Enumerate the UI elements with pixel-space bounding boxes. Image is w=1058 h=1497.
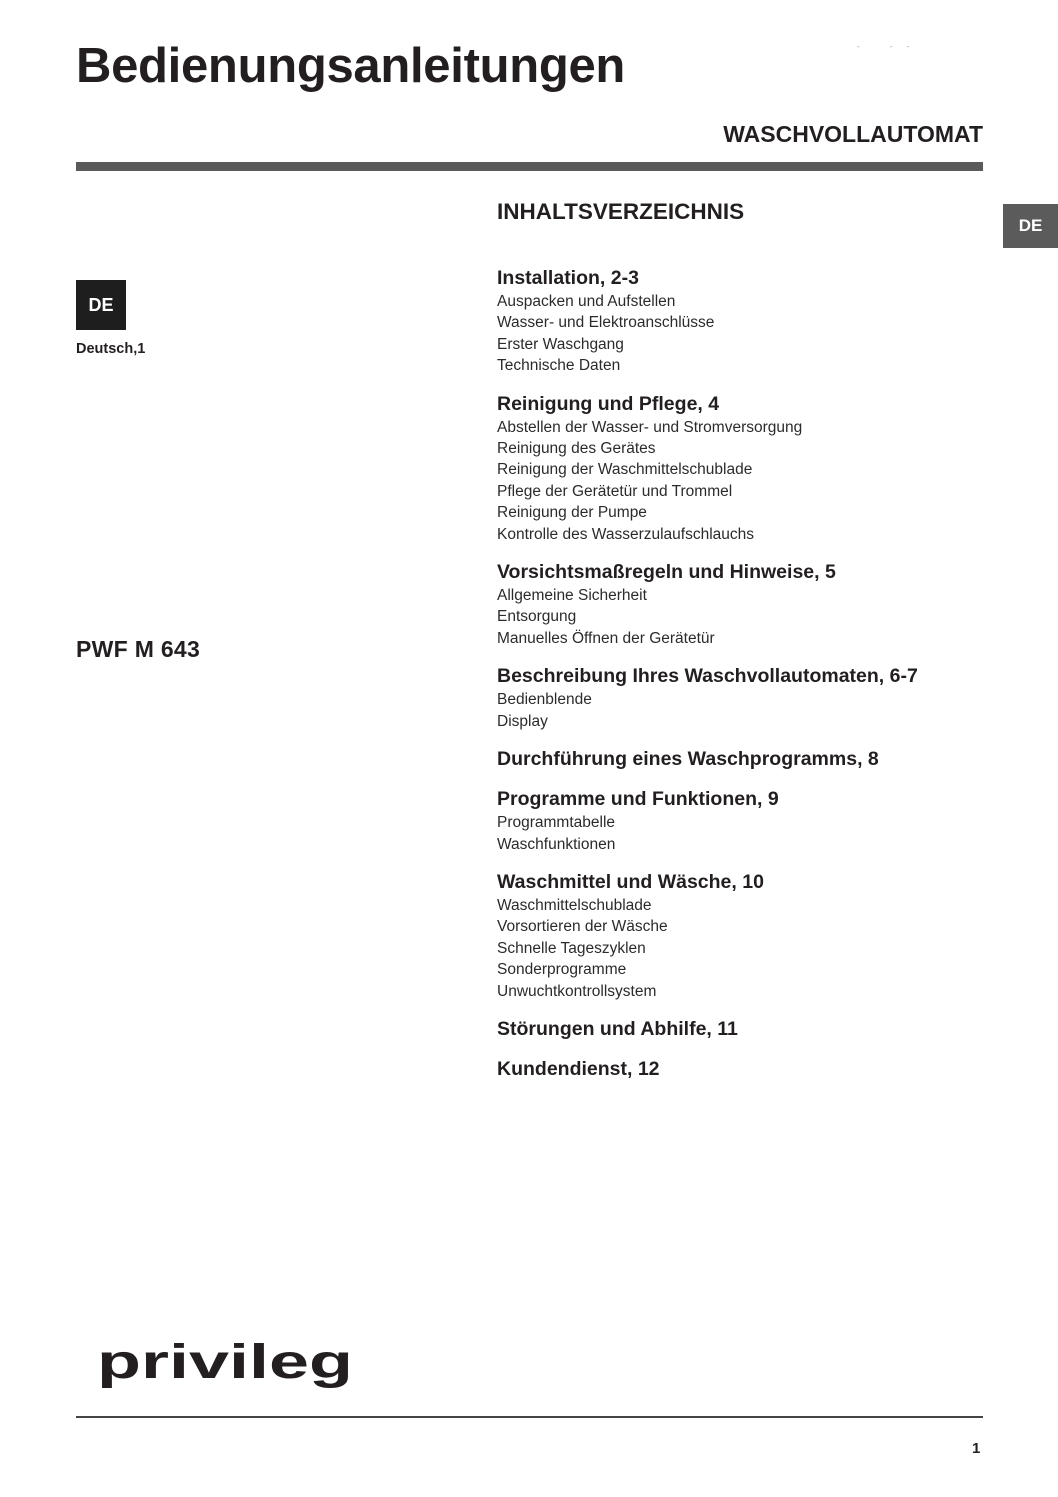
toc-item[interactable]: Schnelle Tageszyklen bbox=[497, 939, 646, 957]
toc-heading: INHALTSVERZEICHNIS bbox=[497, 199, 745, 224]
toc-section-title[interactable]: Reinigung und Pflege, 4 bbox=[497, 392, 720, 415]
product-category: WASCHVOLLAUTOMAT bbox=[723, 121, 983, 147]
toc-item[interactable]: Abstellen der Wasser- und Stromversorgung bbox=[497, 418, 803, 436]
toc-section bbox=[497, 747, 987, 772]
toc-section bbox=[497, 560, 987, 649]
toc-item[interactable]: Display bbox=[497, 712, 548, 730]
toc-section-title[interactable]: Programme und Funktionen, 9 bbox=[497, 788, 779, 811]
toc-item[interactable]: Waschfunktionen bbox=[497, 835, 616, 853]
model-number: PWF M 643 bbox=[76, 636, 201, 662]
toc-item[interactable]: Sonderprogramme bbox=[497, 961, 627, 979]
toc-section bbox=[497, 266, 987, 377]
toc-section-title[interactable]: Beschreibung Ihres Waschvollautomaten, 6-7 bbox=[497, 665, 918, 688]
language-tab[interactable]: DE bbox=[1003, 204, 1058, 248]
toc-item[interactable]: Pflege der Gerätetür und Trommel bbox=[497, 482, 733, 500]
table-of-contents bbox=[497, 266, 987, 1097]
toc-item[interactable]: Reinigung des Gerätes bbox=[497, 440, 656, 458]
brand-logo-wordmark bbox=[97, 1342, 355, 1390]
toc-section bbox=[497, 870, 987, 1002]
footer-divider bbox=[76, 1416, 983, 1418]
header-divider bbox=[76, 162, 983, 171]
language-page-link[interactable]: Deutsch,1 bbox=[76, 341, 146, 357]
toc-item[interactable]: Wasser- und Elektroanschlüsse bbox=[497, 314, 715, 332]
toc-section bbox=[497, 787, 987, 855]
toc-section bbox=[497, 1017, 987, 1042]
toc-item[interactable]: Auspacken und Aufstellen bbox=[497, 293, 676, 310]
toc-item[interactable]: Erster Waschgang bbox=[497, 335, 624, 353]
toc-item[interactable]: Technische Daten bbox=[497, 357, 621, 375]
print-marks: - -- bbox=[857, 42, 924, 51]
toc-item[interactable]: Reinigung der Waschmittelschublade bbox=[497, 461, 753, 479]
toc-section bbox=[497, 1057, 987, 1082]
toc-section-title[interactable]: Störungen und Abhilfe, 11 bbox=[497, 1017, 738, 1040]
toc-item[interactable]: Allgemeine Sicherheit bbox=[497, 587, 647, 605]
toc-section-title[interactable]: Waschmittel und Wäsche, 10 bbox=[497, 870, 764, 893]
toc-item[interactable]: Reinigung der Pumpe bbox=[497, 504, 647, 522]
toc-section bbox=[497, 392, 987, 545]
toc-item[interactable]: Vorsortieren der Wäsche bbox=[497, 918, 668, 936]
toc-section-title[interactable]: Vorsichtsmaßregeln und Hinweise, 5 bbox=[497, 561, 836, 584]
toc-section-title[interactable]: Installation, 2-3 bbox=[497, 267, 639, 289]
document-title: Bedienungsanleitungen bbox=[76, 39, 626, 93]
toc-item[interactable]: Waschmittelschublade bbox=[497, 896, 652, 914]
toc-section-title[interactable]: Kundendienst, 12 bbox=[497, 1057, 660, 1080]
brand-logo-text: privileg bbox=[97, 1342, 353, 1389]
toc-item[interactable]: Kontrolle des Wasserzulaufschlauchs bbox=[497, 525, 755, 543]
toc-section bbox=[497, 664, 987, 732]
page-number: 1 bbox=[972, 1440, 981, 1457]
toc-item[interactable]: Entsorgung bbox=[497, 608, 577, 626]
brand-logo bbox=[97, 1342, 355, 1395]
toc-section-title[interactable]: Durchführung eines Waschprogramms, 8 bbox=[497, 748, 879, 771]
toc-item[interactable]: Unwuchtkontrollsystem bbox=[497, 982, 657, 1000]
toc-item[interactable]: Manuelles Öffnen der Gerätetür bbox=[497, 629, 715, 647]
toc-item[interactable]: Programmtabelle bbox=[497, 814, 616, 832]
toc-item[interactable]: Bedienblende bbox=[497, 691, 592, 709]
language-badge[interactable]: DE bbox=[76, 280, 126, 330]
